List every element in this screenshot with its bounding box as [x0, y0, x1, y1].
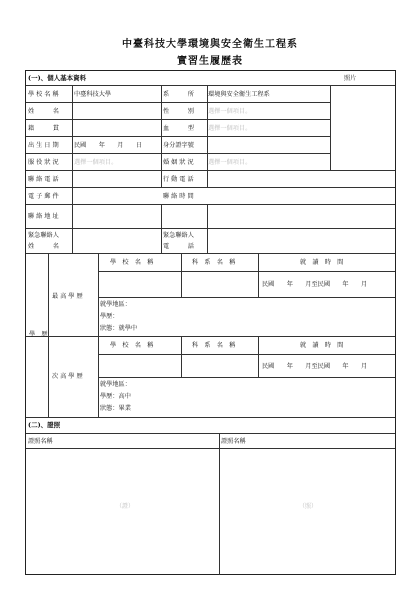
contact-time-field[interactable]	[208, 188, 394, 204]
military-select[interactable]: 選擇一個項目。	[74, 159, 118, 166]
section-personal-title: (一)、個人基本資料	[28, 74, 87, 82]
second-degree[interactable]: 學歷：高中	[100, 393, 131, 400]
origin-field[interactable]	[73, 120, 160, 136]
second-dept-field[interactable]	[182, 355, 257, 377]
col-school-name: 學 校 名 稱	[110, 259, 154, 266]
highest-status[interactable]: 狀態：就學中	[100, 325, 138, 332]
license-placeholder-left: （證）	[116, 503, 135, 510]
emergency-phone-field[interactable]	[208, 229, 394, 253]
id-label: 身分證字號	[163, 142, 194, 149]
highest-region[interactable]: 就學地區：	[100, 301, 131, 308]
section-license-title: (二)、證照	[28, 421, 61, 429]
document-subtitle: 實習生履歷表	[177, 56, 243, 67]
photo-box[interactable]	[331, 86, 395, 170]
military-label: 服 役 狀 況	[28, 159, 59, 166]
license-name-right: 證照名稱	[221, 438, 246, 445]
second-education-label: 次 高 學 歷	[52, 373, 83, 380]
highest-school-field[interactable]	[99, 272, 180, 297]
highest-education-label: 最 高 學 歷	[52, 293, 83, 300]
marital-select[interactable]: 選擇一個項目。	[208, 159, 252, 166]
col-dept-name: 科 系 名 稱	[192, 259, 236, 266]
resume-form	[25, 70, 396, 575]
dept-value[interactable]: 環境與安全衛生工程系	[208, 91, 270, 98]
license-placeholder-right: （照）	[299, 503, 318, 510]
name-label: 姓 名	[28, 108, 59, 115]
email-field[interactable]	[73, 188, 160, 204]
mobile-label: 行 動 電 話	[163, 176, 194, 183]
col-dept-name-2: 科 系 名 稱	[192, 342, 236, 349]
address-label: 聯 絡 地 址	[28, 213, 59, 220]
photo-label: 照片	[344, 75, 357, 82]
col-period: 就 讀 時 間	[300, 259, 344, 266]
blood-select[interactable]: 選擇一個項目。	[208, 125, 252, 132]
license-name-left: 證照名稱	[28, 438, 53, 445]
col-period-2: 就 讀 時 間	[300, 342, 344, 349]
school-label: 學 校 名 稱	[28, 91, 59, 98]
birth-label: 出 生 日 期	[28, 142, 59, 149]
emergency-name-label-2: 姓 名	[28, 243, 59, 250]
highest-dept-field[interactable]	[182, 272, 257, 297]
emergency-name-field[interactable]	[73, 229, 160, 253]
blood-label: 血 型	[163, 125, 194, 132]
license-image-left[interactable]	[27, 449, 218, 575]
address-field[interactable]	[73, 205, 394, 228]
dept-label: 系 所	[163, 91, 194, 98]
second-school-field[interactable]	[99, 355, 180, 377]
second-region[interactable]: 就學地區：	[100, 381, 131, 388]
license-image-right[interactable]	[220, 449, 394, 575]
email-label: 電 子 郵 件	[28, 193, 59, 200]
id-field[interactable]	[208, 137, 329, 153]
phone-field[interactable]	[73, 171, 160, 187]
document-title: 中臺科技大學環境與安全衛生工程系	[122, 39, 298, 50]
school-value[interactable]: 中臺科技大學	[74, 91, 112, 98]
second-period[interactable]: 民國 年 月至民國 年 月	[262, 363, 368, 370]
highest-period[interactable]: 民國 年 月至民國 年 月	[262, 281, 368, 288]
highest-degree[interactable]: 學歷：	[100, 313, 119, 320]
mobile-field[interactable]	[208, 171, 394, 187]
contact-time-label: 聯 絡 時 間	[163, 193, 194, 200]
emergency-name-label-1: 緊急聯絡人	[28, 232, 59, 239]
emergency-phone-label-2: 電 話	[163, 243, 194, 250]
marital-label: 婚 姻 狀 況	[163, 159, 194, 166]
emergency-phone-label-1: 緊急聯絡人	[163, 232, 194, 239]
birth-value[interactable]: 民國 年 月 日	[74, 142, 143, 149]
name-field[interactable]	[73, 103, 160, 119]
col-school-name-2: 學 校 名 稱	[110, 342, 154, 349]
second-status[interactable]: 狀態：畢業	[100, 405, 131, 412]
gender-label: 性 別	[163, 108, 194, 115]
origin-label: 籍 貫	[28, 125, 59, 132]
phone-label: 聯 絡 電 話	[28, 176, 59, 183]
gender-select[interactable]: 選擇一個項目。	[208, 108, 252, 115]
education-label: 學 歷	[29, 331, 48, 338]
